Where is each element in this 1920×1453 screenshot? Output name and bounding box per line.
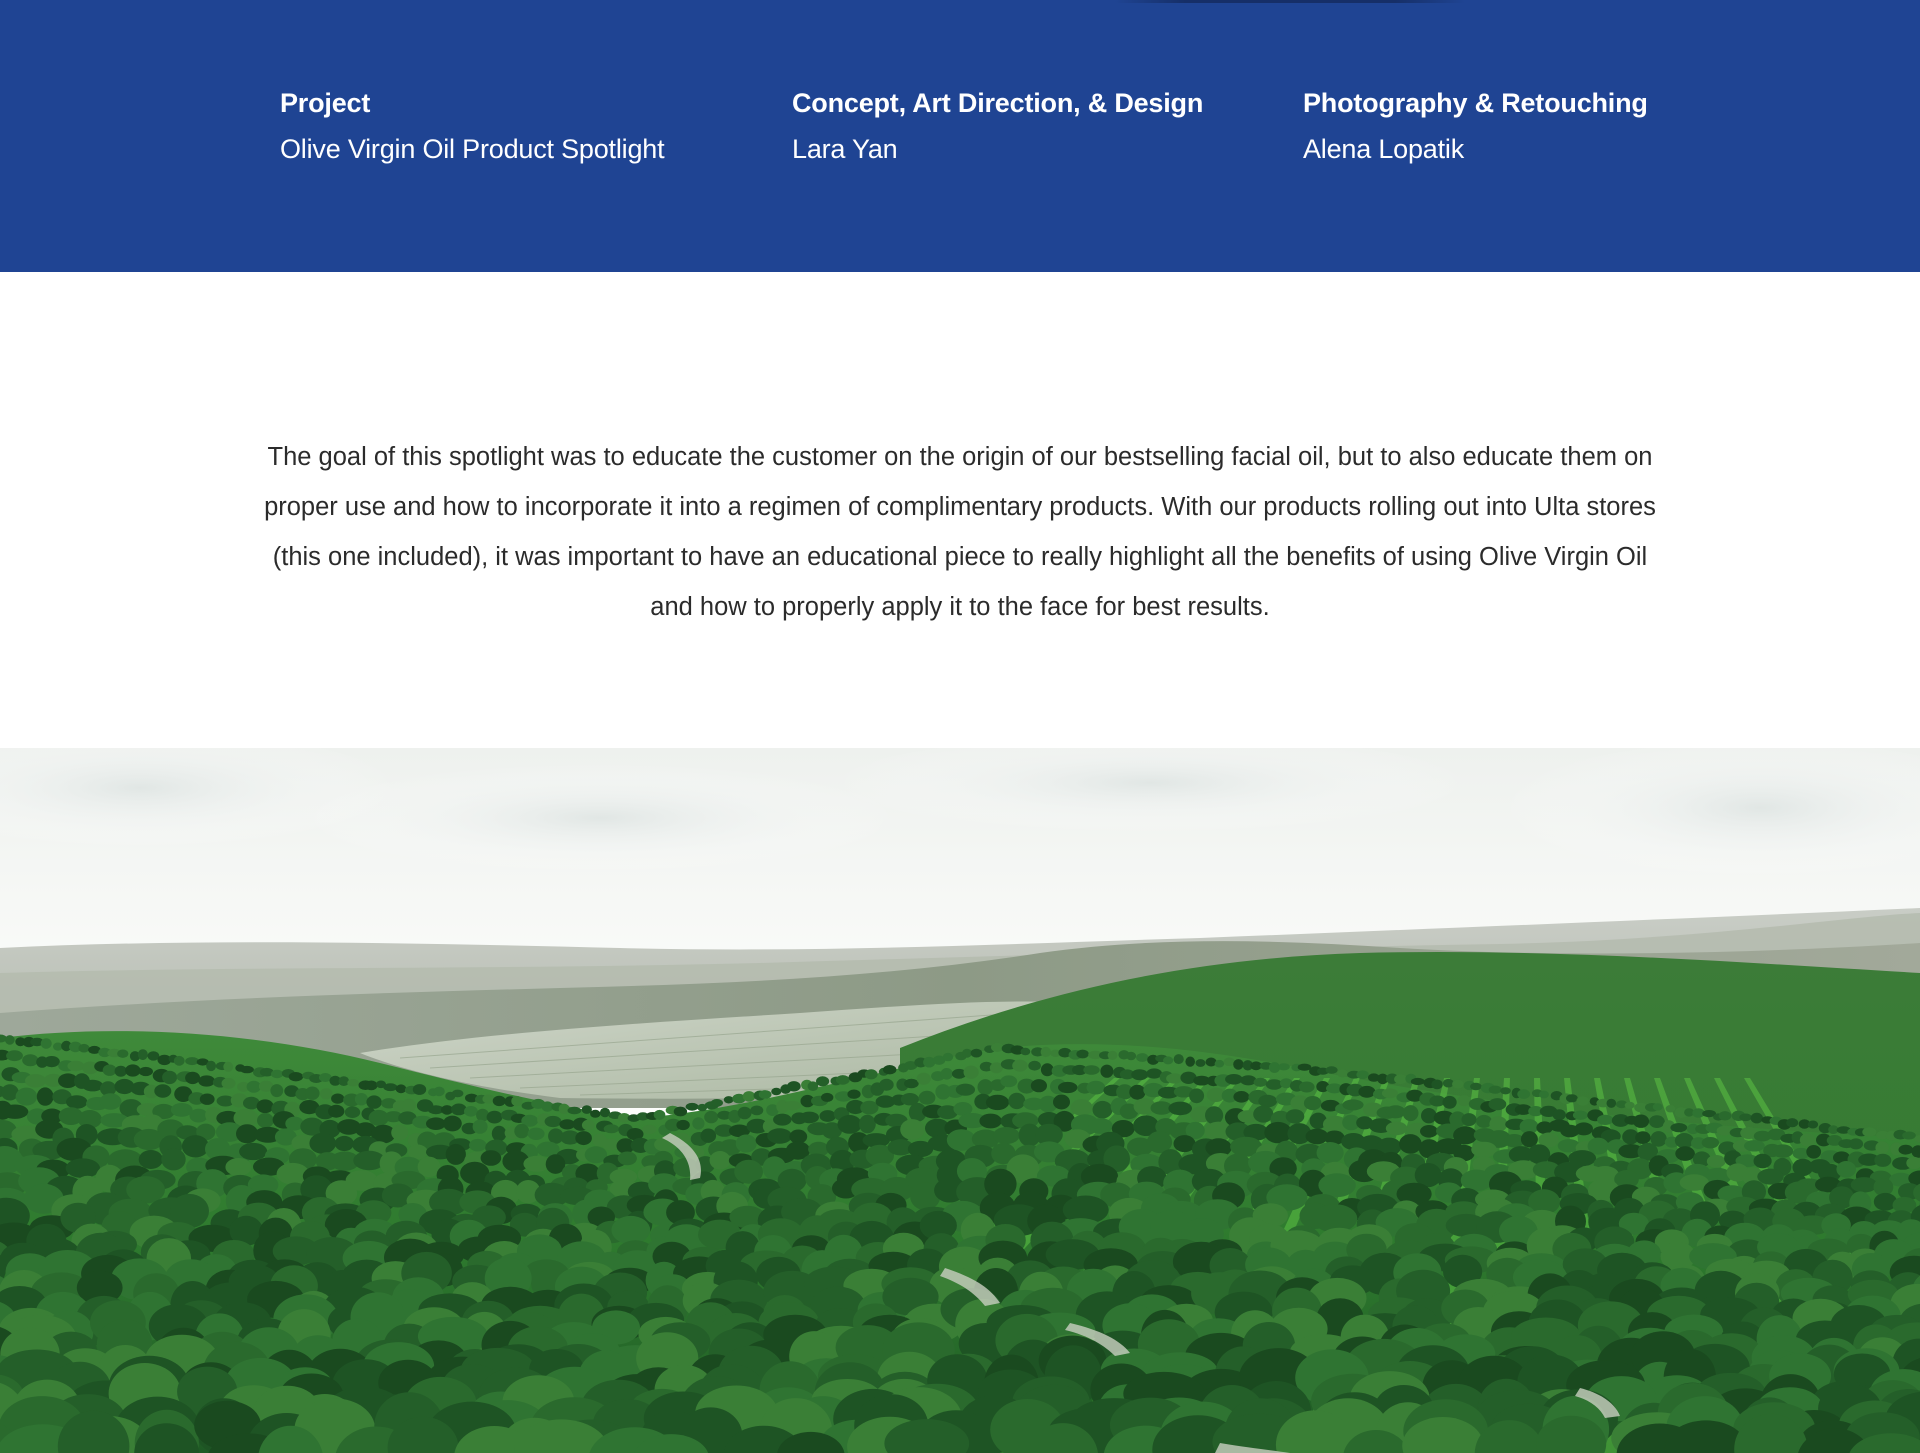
olive-tree (1304, 1096, 1322, 1110)
olive-tree (941, 1068, 953, 1080)
olive-tree (434, 1087, 445, 1097)
olive-tree (1751, 1113, 1763, 1124)
olive-tree (604, 1124, 619, 1133)
olive-tree (1254, 1078, 1268, 1087)
credit-photography (1303, 86, 1648, 166)
olive-tree (759, 1090, 772, 1099)
olive-tree (1653, 1103, 1663, 1110)
olive-tree (66, 1158, 100, 1178)
olive-tree (16, 1088, 38, 1106)
olive-tree (724, 1096, 734, 1103)
olive-tree (492, 1126, 507, 1142)
olive-tree (117, 1050, 128, 1058)
olive-tree (1786, 1118, 1798, 1127)
olive-tree (79, 1044, 90, 1053)
olive-tree (1386, 1122, 1408, 1136)
olive-tree (1356, 1070, 1368, 1079)
olive-tree (1258, 1095, 1277, 1108)
olive-tree (1189, 1088, 1204, 1103)
olive-tree (919, 1091, 936, 1105)
olive-tree (5, 1035, 15, 1045)
olive-tree (487, 1111, 503, 1124)
olive-tree (154, 1084, 171, 1097)
olive-tree (943, 1053, 953, 1061)
olive-tree (1318, 1173, 1355, 1197)
olive-tree (1136, 1053, 1148, 1062)
olive-tree (773, 1114, 791, 1126)
olive-tree (257, 1113, 274, 1128)
olive-tree (1126, 1052, 1136, 1061)
olive-tree (1635, 1131, 1650, 1144)
olive-tree (1666, 1105, 1676, 1112)
olive-tree (1012, 1060, 1027, 1072)
olive-tree (1021, 1048, 1031, 1056)
olive-tree (676, 1120, 689, 1130)
olive-tree (1489, 1116, 1507, 1131)
olive-tree (711, 1099, 723, 1107)
olive-tree (1129, 1085, 1145, 1100)
olive-tree (1031, 1079, 1047, 1092)
olive-tree (511, 1096, 522, 1106)
olive-tree (100, 1093, 122, 1109)
olive-tree (1800, 1133, 1816, 1146)
olive-tree (402, 1099, 416, 1112)
olive-tree (1174, 1054, 1184, 1064)
olive-tree (1633, 1115, 1649, 1128)
olive-tree (1253, 1106, 1273, 1123)
olive-tree (1299, 1082, 1315, 1093)
olive-tree (767, 1128, 792, 1143)
olive-tree (493, 1096, 506, 1106)
olive-tree (271, 1070, 283, 1078)
olive-tree (1675, 1133, 1694, 1148)
olive-tree (1875, 1141, 1889, 1154)
credit-design-label: Concept, Art Direction, & Design (792, 88, 1204, 118)
olive-tree (1717, 1126, 1733, 1136)
olive-tree (366, 1095, 381, 1108)
olive-tree (239, 1143, 267, 1160)
olive-tree (1539, 1091, 1549, 1099)
olive-tree (1500, 1087, 1511, 1094)
olive-tree (1100, 1065, 1113, 1078)
olive-tree (41, 1038, 52, 1049)
olive-tree (838, 1115, 862, 1134)
olive-tree (1233, 1091, 1249, 1103)
olive-tree (1707, 1155, 1726, 1168)
olive-tree (1041, 1047, 1051, 1057)
olive-tree (1649, 1115, 1665, 1128)
olive-tree (1476, 1115, 1492, 1128)
olive-tree (1575, 1122, 1593, 1135)
olive-tree (904, 1079, 919, 1089)
olive-tree (1462, 1113, 1477, 1126)
olive-tree (559, 1104, 570, 1114)
credit-photography-value: Alena Lopatik (1303, 134, 1465, 164)
olive-tree (335, 1136, 354, 1151)
olive-tree (1342, 1099, 1363, 1110)
olive-tree (1266, 1079, 1283, 1090)
olive-tree (738, 1107, 752, 1120)
olive-tree (289, 1072, 303, 1081)
olive-tree (1028, 1061, 1041, 1071)
olive-tree (391, 1125, 408, 1141)
olive-tree (1058, 1082, 1077, 1093)
olive-tree (582, 1120, 595, 1131)
olive-tree (1566, 1094, 1578, 1102)
olive-tree (1215, 1060, 1225, 1068)
olive-tree (1489, 1086, 1502, 1094)
olive-tree (339, 1076, 350, 1086)
olive-tree (257, 1099, 274, 1113)
olive-tree (1836, 1161, 1856, 1178)
olive-tree (1108, 1051, 1118, 1060)
olive-tree (1670, 1123, 1687, 1132)
olive-tree (1403, 1105, 1419, 1121)
olive-tree (446, 1144, 466, 1165)
olive-tree (2, 1105, 29, 1119)
olive-tree (545, 1116, 562, 1127)
olive-tree (247, 1081, 261, 1093)
olive-tree (979, 1114, 1001, 1129)
olive-tree (345, 1106, 360, 1118)
olive-tree (1675, 1146, 1695, 1161)
credit-design-value: Lara Yan (792, 134, 898, 164)
olive-tree (396, 1084, 407, 1093)
olive-tree (190, 1109, 208, 1123)
olive-tree (148, 1051, 160, 1060)
olive-tree (185, 1072, 200, 1084)
olive-tree (174, 1056, 185, 1066)
olive-tree (600, 1108, 610, 1117)
olive-tree (206, 1061, 216, 1071)
olive-tree (971, 1049, 983, 1058)
olive-tree (482, 1094, 494, 1103)
olive-tree (771, 1088, 781, 1095)
olive-tree (1240, 1075, 1256, 1085)
olive-tree (821, 1093, 833, 1102)
project-description: The goal of this spotlight was to educate the customer on the origin of our bestselling facial oil, but to also educate them on proper use and how to incorporate it into a regimen of complimentary products. With our products rolling out into Ulta stores (this one included), it was important to have an educational piece to really highlight all the benefits of using Olive Virgin Oil and how to properly apply it to the face for best results. (264, 443, 1656, 621)
olive-tree (139, 1150, 163, 1169)
olive-tree (1196, 1059, 1206, 1067)
olive-tree (642, 1125, 656, 1134)
olive-tree (674, 1107, 687, 1117)
olive-tree (859, 1115, 876, 1134)
olive-tree (1625, 1102, 1635, 1109)
olive-tree (1902, 1132, 1916, 1140)
olive-tree (25, 1074, 46, 1087)
olive-tree (1225, 1074, 1243, 1085)
olive-tree (1573, 1111, 1588, 1120)
olive-tree (1168, 1102, 1192, 1116)
olive-tree (820, 1110, 836, 1122)
olive-tree (1874, 1154, 1891, 1167)
olive-tree (1411, 1078, 1425, 1085)
olive-tree (1386, 1105, 1406, 1118)
olive-tree (1278, 1063, 1290, 1070)
olive-tree (82, 1080, 103, 1092)
olive-tree (654, 1110, 666, 1120)
olive-tree (1754, 1154, 1772, 1168)
olive-tree (1757, 1169, 1783, 1185)
olive-tree (473, 1120, 488, 1134)
olive-tree (743, 1091, 756, 1102)
olive-tree (115, 1066, 127, 1077)
olive-tree (618, 1152, 637, 1166)
olive-tree (710, 1151, 731, 1170)
olive-tree (900, 1119, 924, 1140)
olive-tree (1899, 1145, 1914, 1155)
olive-tree (138, 1049, 148, 1060)
olive-tree (1326, 1066, 1338, 1074)
olive-tree (481, 1150, 502, 1166)
olive-tree (162, 1071, 177, 1084)
olive-tree (1206, 1058, 1217, 1067)
olive-tree (1772, 1144, 1793, 1157)
olive-tree (240, 1066, 254, 1073)
olive-tree (198, 1075, 215, 1086)
olive-tree (6, 1050, 23, 1061)
olive-tree (686, 1103, 699, 1111)
olive-tree (223, 1062, 233, 1072)
credit-photography-label: Photography & Retouching (1303, 88, 1648, 118)
olive-tree (993, 1127, 1020, 1144)
olive-tree (67, 1061, 84, 1071)
olive-tree (1000, 1075, 1017, 1087)
olive-tree (171, 1103, 193, 1117)
olive-tree (464, 1106, 478, 1117)
olive-tree (787, 1081, 801, 1091)
olive-tree (1298, 1064, 1312, 1071)
olive-tree (66, 1095, 87, 1108)
credit-project (280, 86, 664, 166)
olive-tree (200, 1094, 215, 1105)
olive-tree (426, 1117, 446, 1130)
olive-tree (568, 1107, 582, 1115)
olive-tree (1528, 1144, 1551, 1164)
olive-tree (704, 1111, 718, 1123)
olive-tree (1420, 1125, 1438, 1138)
olive-tree (305, 1087, 320, 1100)
olive-tree (1719, 1111, 1732, 1120)
olive-tree (514, 1124, 529, 1138)
olive-tree (917, 1073, 931, 1085)
olive-tree (1076, 1050, 1088, 1059)
olive-tree (865, 1069, 878, 1079)
olive-tree (847, 1090, 860, 1099)
olive-tree (1185, 1057, 1195, 1067)
olive-tree (44, 1056, 60, 1067)
olive-tree (1597, 1115, 1613, 1125)
olive-tree (1851, 1177, 1878, 1192)
olive-tree (1553, 1109, 1566, 1120)
olive-tree (1452, 1080, 1464, 1089)
olive-tree (1702, 1137, 1719, 1148)
olive-tree (1071, 1099, 1093, 1115)
olive-tree (347, 1079, 359, 1086)
olive-tree (1131, 1069, 1148, 1080)
olive-tree (413, 1084, 426, 1095)
olive-tree (270, 1084, 283, 1097)
olive-tree (365, 1081, 377, 1091)
olive-tree (37, 1087, 54, 1105)
olive-tree (139, 1067, 153, 1076)
olive-tree (1461, 1170, 1493, 1192)
olive-tree (1470, 1083, 1482, 1090)
olive-tree (1286, 1109, 1305, 1123)
olive-tree (611, 1216, 650, 1244)
olive-tree (1233, 1059, 1243, 1070)
olive-tree (590, 1110, 600, 1118)
olive-tree (1394, 1074, 1407, 1084)
olive-tree (836, 1075, 850, 1085)
olive-tree (1224, 1058, 1235, 1067)
olive-tree (1399, 1134, 1422, 1154)
olive-tree (1739, 1114, 1752, 1122)
olive-tree (800, 1112, 819, 1124)
olive-tree (1205, 1106, 1223, 1124)
olive-tree (964, 1066, 979, 1079)
olive-tree (1744, 1140, 1765, 1151)
olive-tree (309, 1133, 336, 1154)
olive-tree (1008, 1093, 1025, 1109)
olive-tree (22, 1054, 38, 1066)
olive-tree (692, 1117, 704, 1129)
olive-tree (883, 1065, 896, 1074)
olive-tree (1093, 1101, 1113, 1119)
olive-tree (355, 1093, 368, 1105)
olive-tree (860, 1101, 878, 1115)
olive-tree (784, 1101, 802, 1110)
olive-tree (956, 1084, 975, 1096)
olive-tree (452, 1090, 464, 1098)
olive-tree (1431, 1080, 1442, 1090)
olive-tree (701, 1129, 717, 1143)
olive-tree (125, 1064, 140, 1076)
olive-tree (161, 1148, 185, 1170)
olive-tree (443, 1116, 462, 1132)
olive-tree (1089, 1118, 1113, 1134)
olive-tree (1862, 1127, 1876, 1137)
credit-design (792, 86, 1203, 166)
olive-tree (1607, 1099, 1617, 1108)
olive-tree (1576, 1096, 1589, 1106)
olive-tree (383, 1083, 397, 1091)
olive-tree (225, 1158, 251, 1176)
olive-tree (1358, 1086, 1375, 1098)
olive-tree (331, 1094, 344, 1104)
olive-tree (816, 1076, 829, 1086)
olive-tree (328, 1105, 344, 1118)
olive-tree (879, 1079, 893, 1091)
olive-tree (1849, 1138, 1863, 1149)
olive-tree (320, 1088, 333, 1099)
olive-grove-landscape-photo (0, 748, 1920, 1453)
olive-tree (1382, 1089, 1398, 1099)
olive-tree (1163, 1056, 1173, 1064)
olive-tree (962, 1049, 972, 1058)
olive-tree (575, 1131, 592, 1145)
olive-tree (1146, 1068, 1162, 1078)
olive-tree (986, 1095, 1009, 1110)
olive-tree (451, 1104, 467, 1116)
olive-grove-illustration (0, 748, 1920, 1453)
olive-tree (182, 1135, 209, 1157)
olive-tree (1083, 1065, 1099, 1075)
olive-tree (1458, 1095, 1471, 1106)
olive-tree (1808, 1121, 1818, 1129)
olive-tree (1166, 1073, 1183, 1083)
olive-tree (103, 1065, 117, 1076)
olive-tree (1443, 1096, 1457, 1109)
olive-tree (736, 1135, 757, 1153)
olive-tree (1087, 1081, 1106, 1095)
credit-project-label: Project (280, 88, 371, 118)
olive-tree (528, 1128, 545, 1140)
olive-tree (222, 1078, 236, 1089)
olive-tree (750, 1106, 763, 1116)
olive-tree (1806, 1145, 1821, 1159)
credit-project-value: Olive Virgin Oil Product Spotlight (280, 134, 665, 164)
olive-tree (1471, 1142, 1497, 1158)
olive-tree (1517, 1089, 1530, 1099)
credits-banner (0, 0, 1920, 272)
olive-tree (1489, 1098, 1507, 1110)
olive-tree (991, 1043, 1004, 1052)
olive-tree (469, 1139, 486, 1152)
olive-tree (1337, 1069, 1348, 1077)
olive-tree (1053, 1095, 1070, 1110)
